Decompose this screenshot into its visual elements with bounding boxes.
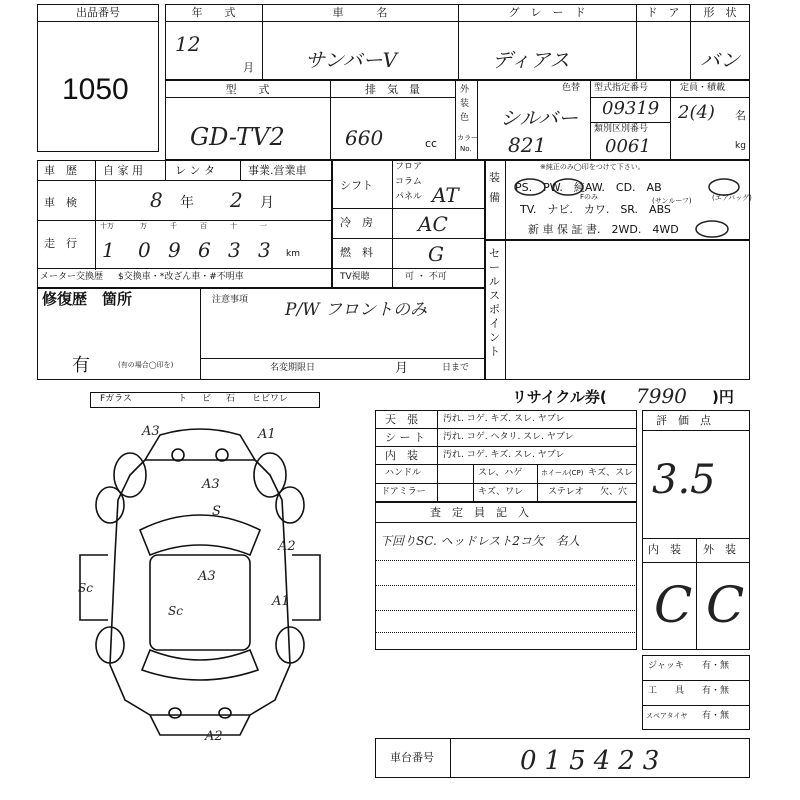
pw-note: Fのみ bbox=[580, 193, 599, 201]
mileage-digit-1: 1 bbox=[102, 238, 115, 262]
evaluation-score: 3.5 bbox=[652, 457, 716, 503]
color-no-label-2: No. bbox=[460, 145, 472, 153]
equip-row-2: TV. ナビ. カワ. SR. ABS bbox=[520, 203, 671, 216]
digit-header-100k: 十万 bbox=[100, 222, 114, 230]
lot-number: 1050 bbox=[62, 73, 129, 106]
capacity-label: 定員・積載 bbox=[680, 83, 726, 93]
diagram-mark-8: Sc bbox=[78, 581, 93, 595]
diagram-mark-1: A3 bbox=[142, 424, 160, 439]
jack-label: ジャッキ bbox=[648, 661, 684, 671]
sales-point-6: イ bbox=[489, 317, 500, 330]
shift-option-floor: フロア bbox=[395, 162, 423, 172]
caution-value: P/W フロントのみ bbox=[285, 300, 428, 320]
sales-point-8: ト bbox=[489, 345, 500, 358]
equip-row-1: PS. PW. 純AW. CD. AB bbox=[515, 181, 662, 194]
interior-label: 内 装 bbox=[648, 543, 681, 556]
recycle-unit: )円 bbox=[712, 388, 734, 406]
jack-options: 有・無 bbox=[702, 661, 730, 671]
caution-label: 注意事項 bbox=[212, 295, 249, 305]
condition-row-2-label: シ ー ト bbox=[385, 431, 425, 444]
diagram-mark-2: A1 bbox=[258, 427, 276, 442]
handle-options: スレ、ハゲ bbox=[478, 468, 523, 478]
condition-row-3-options: 汚れ. コゲ. キズ. スレ. ヤブレ bbox=[443, 450, 565, 460]
diagram-mark-10: A2 bbox=[205, 729, 223, 744]
condition-row-3-label: 内 装 bbox=[385, 449, 418, 462]
class-label: 類別区別番号 bbox=[594, 124, 649, 134]
mileage-digit-5: 3 bbox=[228, 238, 241, 262]
displacement-unit: cc bbox=[425, 137, 438, 150]
shift-label: シフト bbox=[340, 179, 373, 192]
inspection-month: 2 bbox=[230, 188, 243, 212]
diagram-mark-3: A3 bbox=[202, 477, 220, 492]
equip-row-3: 新 車 保 証 書. 2WD. 4WD bbox=[528, 223, 679, 236]
type-value: GD-TV2 bbox=[190, 123, 285, 151]
windshield-option-3: 石 bbox=[226, 394, 236, 404]
interior-grade: C bbox=[654, 576, 693, 634]
exterior-grade: C bbox=[706, 576, 745, 634]
diagram-mark-4: S bbox=[212, 504, 221, 519]
shift-value: AT bbox=[432, 183, 459, 207]
fuel-label: 燃 料 bbox=[340, 246, 373, 259]
color-label: 色替 bbox=[562, 83, 581, 93]
sales-point-5: ポ bbox=[489, 303, 500, 316]
history-option-business: 事業.営業車 bbox=[248, 164, 307, 177]
windshield-option-2: ビ bbox=[202, 394, 212, 404]
fuel-value: G bbox=[428, 242, 444, 266]
inspector-box bbox=[375, 502, 637, 650]
color-code: 821 bbox=[508, 133, 547, 157]
wheel-label: ホイール(CP) bbox=[541, 469, 584, 477]
diagram-mark-9: Sc bbox=[168, 604, 183, 618]
tv-label: TV視聴 bbox=[340, 272, 370, 282]
capacity-value: 2(4) bbox=[678, 102, 715, 123]
digit-header-10: 十 bbox=[230, 222, 237, 230]
inspector-label: 査 定 員 記 入 bbox=[430, 506, 529, 519]
mirror-options: キズ、ワレ bbox=[478, 487, 524, 497]
displacement-label: 排 気 量 bbox=[365, 83, 420, 96]
condition-row-1-options: 汚れ. コゲ. キズ. スレ. ヤブレ bbox=[443, 414, 565, 424]
inspection-year: 8 bbox=[150, 188, 163, 212]
ac-value: AC bbox=[418, 212, 448, 236]
class-value: 0061 bbox=[605, 136, 651, 157]
exterior-label: 外 装 bbox=[703, 543, 736, 556]
digit-header-1k: 千 bbox=[170, 222, 177, 230]
sales-point-box bbox=[485, 240, 750, 380]
deadline-day-unit: 日まで bbox=[442, 363, 470, 373]
doors-label: ド ア bbox=[646, 6, 680, 19]
repair-note: (有の場合◯印を) bbox=[118, 361, 174, 369]
displacement-value: 660 bbox=[345, 126, 384, 150]
digit-header-10k: 万 bbox=[140, 222, 147, 230]
equip-row-1-sub: (エアバッグ) bbox=[712, 194, 752, 202]
mirror-label: ドアミラー bbox=[381, 487, 426, 497]
diagram-mark-6: A3 bbox=[198, 569, 216, 584]
sales-point-4: ス bbox=[489, 289, 500, 302]
ac-label: 冷 房 bbox=[340, 216, 373, 229]
model-name-value: サンバーV bbox=[305, 48, 398, 72]
mileage-digit-4: 6 bbox=[198, 238, 211, 262]
history-option-private: 自 家 用 bbox=[103, 164, 143, 177]
tools-label: 工 具 bbox=[648, 686, 685, 696]
sales-point-7: ン bbox=[489, 331, 500, 344]
color-no-label-1: カラー bbox=[457, 134, 478, 142]
inspection-label: 車 検 bbox=[44, 196, 77, 209]
condition-row-1-label: 天 張 bbox=[385, 413, 418, 426]
mileage-digit-3: 9 bbox=[168, 238, 181, 262]
model-name-label: 車 名 bbox=[332, 6, 388, 19]
ext-color-label-2: 装 bbox=[460, 99, 470, 109]
shape-label: 形 状 bbox=[703, 6, 737, 19]
shape-value: バン bbox=[700, 48, 740, 72]
repair-value: 有 bbox=[72, 355, 90, 376]
grade-label: グ レ ー ド bbox=[508, 6, 586, 19]
month-suffix: 月 bbox=[243, 61, 254, 74]
mileage-label: 走 行 bbox=[44, 237, 77, 250]
spare-label: スペアタイヤ bbox=[646, 712, 688, 720]
chassis-label: 車台番号 bbox=[390, 751, 434, 764]
deadline-label: 名変期限日 bbox=[270, 363, 316, 373]
recycle-value: 7990 bbox=[636, 384, 687, 408]
equip-label-1: 装 bbox=[489, 171, 500, 184]
capacity-unit: 名 bbox=[735, 109, 746, 122]
windshield-option-4: ヒビワレ bbox=[252, 394, 289, 404]
equip-row-2-sub: (サンルーフ) bbox=[652, 197, 692, 205]
inspection-year-unit: 年 bbox=[180, 195, 194, 211]
repair-label: 修復歴 箇所 bbox=[42, 290, 133, 308]
meter-label: メーター交換歴 bbox=[40, 272, 104, 282]
mileage-unit: km bbox=[286, 249, 300, 259]
load-unit: kg bbox=[735, 141, 746, 151]
inspector-note: 下回りSC. ヘッドレスト2コ欠 名人 bbox=[380, 534, 580, 548]
history-option-rental: レ ン タ bbox=[175, 164, 215, 177]
color-value: シルバー bbox=[500, 106, 579, 130]
chassis-value: 015423 bbox=[520, 746, 668, 776]
digit-header-1: 一 bbox=[260, 222, 267, 230]
mileage-digit-6: 3 bbox=[258, 238, 271, 262]
diagram-mark-5: A2 bbox=[278, 539, 296, 554]
ext-color-label-1: 外 bbox=[460, 85, 470, 95]
ext-color-label-3: 色 bbox=[460, 113, 470, 123]
history-label: 車 歴 bbox=[44, 164, 77, 177]
equip-note: ※純正のみ◯印をつけて下さい。 bbox=[540, 163, 645, 171]
type-designation-label: 型式指定番号 bbox=[594, 83, 649, 93]
inspection-month-unit: 月 bbox=[260, 195, 274, 211]
lot-label: 出品番号 bbox=[76, 6, 120, 19]
stereo-label: ステレオ bbox=[548, 487, 584, 497]
year-value: 12 bbox=[175, 32, 201, 56]
spare-options: 有・無 bbox=[702, 711, 730, 721]
handle-label: ハンドル bbox=[385, 468, 422, 478]
year-label: 年 式 bbox=[191, 6, 236, 19]
evaluation-label: 評 価 点 bbox=[656, 414, 711, 427]
wheel-options: キズ、スレ bbox=[588, 468, 634, 478]
tools-options: 有・無 bbox=[702, 686, 730, 696]
tv-options: 可 ・ 不可 bbox=[405, 272, 447, 282]
shift-option-column: コラム bbox=[395, 177, 422, 187]
type-designation-value: 09319 bbox=[602, 98, 660, 119]
sales-point-2: ー bbox=[489, 261, 500, 274]
meter-notes: $交換車・*改ざん車・#不明車 bbox=[118, 272, 244, 282]
windshield-label: Fガラス bbox=[100, 394, 132, 404]
diagram-mark-7: A1 bbox=[272, 594, 290, 609]
shift-option-panel: パネル bbox=[395, 192, 423, 202]
windshield-option-1: ト bbox=[178, 394, 188, 404]
sales-point-1: セ bbox=[489, 247, 500, 260]
type-label: 型 式 bbox=[225, 83, 270, 96]
mileage-digit-2: 0 bbox=[138, 238, 151, 262]
condition-row-2-options: 汚れ. コゲ. ヘタリ. スレ. ヤブレ bbox=[443, 432, 574, 442]
stereo-options: 欠、穴 bbox=[600, 487, 628, 497]
sales-point-3: ル bbox=[489, 275, 500, 288]
equip-label-2: 備 bbox=[489, 191, 500, 204]
deadline-month-unit: 月 bbox=[395, 361, 409, 376]
recycle-label: リサイクル券( bbox=[512, 388, 607, 406]
grade-value: ディアス bbox=[492, 48, 570, 72]
digit-header-100: 百 bbox=[200, 222, 207, 230]
